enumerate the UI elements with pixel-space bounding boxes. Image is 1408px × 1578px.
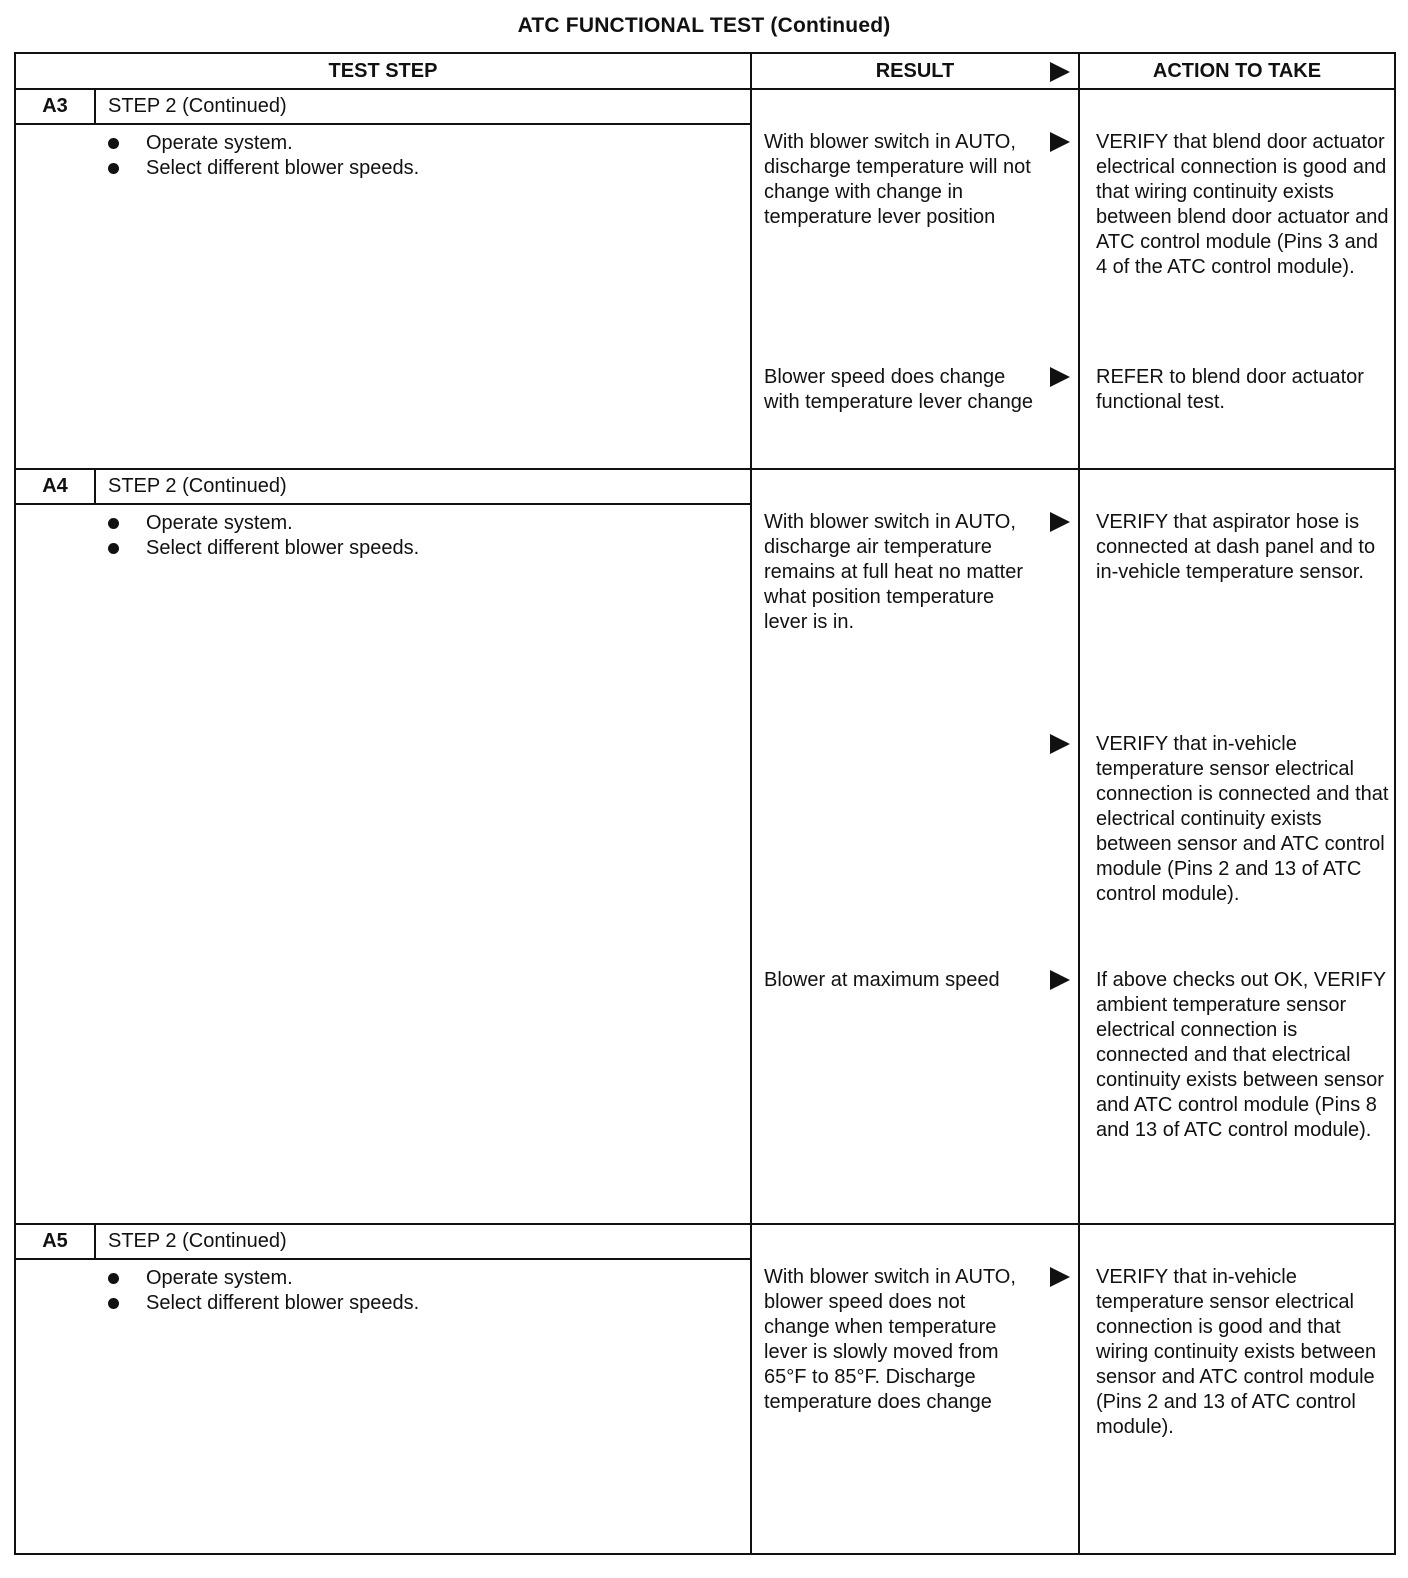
page-title: ATC FUNCTIONAL TEST (Continued) <box>517 14 891 37</box>
bullet-text: Select different blower speeds. <box>146 157 420 179</box>
bullet-icon <box>108 163 119 174</box>
test-step-cell <box>15 89 751 469</box>
bullet-text: Operate system. <box>146 1267 293 1289</box>
result-item <box>764 365 1074 415</box>
arrow-right-icon <box>1050 512 1070 532</box>
step-label: STEP 2 (Continued) <box>108 475 287 497</box>
result-text: Blower speed does change with temperature lever change <box>764 366 1034 413</box>
step-header <box>16 90 750 125</box>
step-label: STEP 2 (Continued) <box>108 1230 287 1252</box>
atc-test-table <box>14 52 1396 1555</box>
action-cell <box>1079 469 1395 1224</box>
action-item: VERIFY that aspirator hose is connected at dash panel and to in-vehicle temperature sensor. <box>1096 511 1376 583</box>
result-cell <box>751 89 1079 469</box>
step-id: A4 <box>16 470 96 503</box>
result-cell <box>751 469 1079 1224</box>
result-item <box>764 1265 1074 1415</box>
action-item: VERIFY that blend door actuator electrical connection is good and that wiring continuity exists between blend door actuator and ATC control module (Pins 3 and 4 of the ATC control module). <box>1096 131 1389 278</box>
header-result-label: RESULT <box>875 59 955 82</box>
result-text: Blower at maximum speed <box>764 969 1000 991</box>
step-bullet-list <box>16 131 750 181</box>
test-step-cell <box>15 1224 751 1554</box>
bullet-text: Operate system. <box>146 512 293 534</box>
action-item: VERIFY that in-vehicle temperature sensor electrical connection is good and that wiring continuity exists between sensor and ATC control module (Pins 2 and 13 of ATC control module). <box>1096 1266 1377 1438</box>
result-item <box>764 130 1074 365</box>
step-bullet-list <box>16 1266 750 1316</box>
action-item: VERIFY that in-vehicle temperature sensor electrical connection is connected and that electrical continuity exists between sensor and ATC control module (Pins 2 and 13 of ATC control module). <box>1096 733 1389 905</box>
bullet-text: Select different blower speeds. <box>146 537 420 559</box>
arrow-right-icon <box>1050 62 1070 82</box>
header-result <box>751 53 1079 89</box>
arrow-right-icon <box>1050 734 1070 754</box>
table-row-a3 <box>15 89 1395 469</box>
arrow-right-icon <box>1050 1267 1070 1287</box>
list-item <box>108 131 750 156</box>
arrow-right-icon <box>1050 132 1070 152</box>
bullet-icon <box>108 1298 119 1309</box>
result-text: With blower switch in AUTO, discharge temperature will not change with change in temperature lever position <box>764 131 1031 228</box>
result-item <box>764 732 1074 968</box>
table-row-a5 <box>15 1224 1395 1554</box>
table-header-row <box>15 53 1395 89</box>
arrow-right-icon <box>1050 367 1070 387</box>
result-text: With blower switch in AUTO, blower speed does not change when temperature lever is slowly moved from 65°F to 85°F. Discharge temperature does change <box>764 1266 1016 1413</box>
step-id: A5 <box>16 1225 96 1258</box>
result-text: With blower switch in AUTO, discharge air temperature remains at full heat no matter what position temperature lever is in. <box>764 511 1024 633</box>
bullet-icon <box>108 138 119 149</box>
action-item: REFER to blend door actuator functional test. <box>1096 366 1364 413</box>
action-cell <box>1079 1224 1395 1554</box>
bullet-icon <box>108 1273 119 1284</box>
step-label: STEP 2 (Continued) <box>108 95 287 117</box>
arrow-right-icon <box>1050 970 1070 990</box>
list-item <box>108 1291 750 1316</box>
list-item <box>108 511 750 536</box>
table-row-a4 <box>15 469 1395 1224</box>
step-header <box>16 470 750 505</box>
result-item <box>764 510 1074 732</box>
bullet-text: Select different blower speeds. <box>146 1292 420 1314</box>
action-item: If above checks out OK, VERIFY ambient temperature sensor electrical connection is connected and that electrical continuity exists between sensor and ATC control module (Pins 8 and 13 of ATC control module). <box>1096 969 1386 1141</box>
bullet-text: Operate system. <box>146 132 293 154</box>
step-id: A3 <box>16 90 96 123</box>
result-item <box>764 968 1074 993</box>
test-step-cell <box>15 469 751 1224</box>
bullet-icon <box>108 518 119 529</box>
bullet-icon <box>108 543 119 554</box>
step-header <box>16 1225 750 1260</box>
result-cell <box>751 1224 1079 1554</box>
list-item <box>108 536 750 561</box>
list-item <box>108 1266 750 1291</box>
header-action: ACTION TO TAKE <box>1079 53 1395 89</box>
step-bullet-list <box>16 511 750 561</box>
header-test-step: TEST STEP <box>15 53 751 89</box>
action-cell <box>1079 89 1395 469</box>
list-item <box>108 156 750 181</box>
